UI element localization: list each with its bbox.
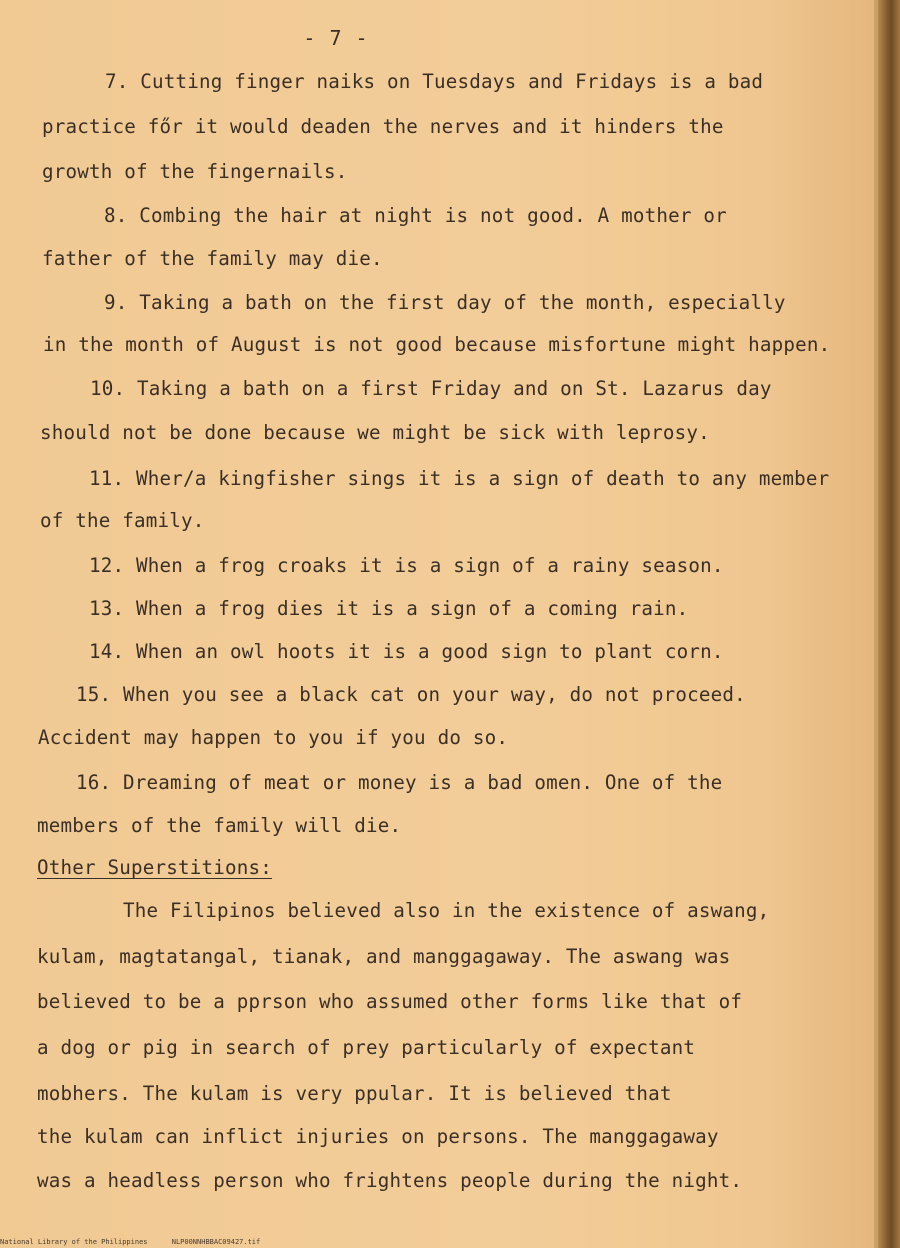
text-line: 13. When a frog dies it is a sign of a coming rain. bbox=[89, 597, 689, 620]
text-line: The Filipinos believed also in the existence of aswang, bbox=[123, 899, 770, 922]
file-id: NLP00NNHBBAC09427.tif bbox=[171, 1238, 261, 1246]
text-line: growth of the fingernails. bbox=[42, 160, 348, 183]
text-line: 10. Taking a bath on a first Friday and on St. Lazarus day bbox=[90, 377, 772, 400]
text-line: kulam, magtatangal, tianak, and manggagaway. The aswang was bbox=[37, 945, 731, 968]
book-spine bbox=[878, 0, 900, 1248]
text-line: mobhers. The kulam is very ppular. It is believed that bbox=[37, 1082, 672, 1105]
text-line: 15. When you see a black cat on your way, do not proceed. bbox=[76, 683, 746, 706]
text-line: the kulam can inflict injuries on persons. The manggagaway bbox=[37, 1125, 719, 1148]
text-line: should not be done because we might be sick with leprosy. bbox=[40, 421, 710, 444]
text-line: 11. Wher/a kingfisher sings it is a sign of death to any member bbox=[89, 467, 830, 490]
text-line: believed to be a pprson who assumed other forms like that of bbox=[37, 990, 743, 1013]
text-line: of the family. bbox=[40, 509, 205, 532]
text-line: 12. When a frog croaks it is a sign of a rainy season. bbox=[89, 554, 724, 577]
text-line: father of the family may die. bbox=[42, 247, 383, 270]
library-credit: National Library of the Philippines bbox=[0, 1238, 148, 1246]
text-line: practice főr it would deaden the nerves and it hinders the bbox=[42, 115, 724, 138]
text-line: 16. Dreaming of meat or money is a bad omen. One of the bbox=[76, 771, 723, 794]
text-line: 9. Taking a bath on the first day of the month, especially bbox=[104, 291, 786, 314]
text-line: Accident may happen to you if you do so. bbox=[38, 726, 509, 749]
text-line: 7. Cutting finger naiks on Tuesdays and Fridays is a bad bbox=[105, 70, 764, 93]
text-line: a dog or pig in search of prey particularly of expectant bbox=[37, 1036, 696, 1059]
section-heading: Other Superstitions: bbox=[37, 856, 273, 879]
text-line: 14. When an owl hoots it is a good sign to plant corn. bbox=[89, 640, 724, 663]
page-number: - 7 - bbox=[303, 26, 369, 50]
text-line: in the month of August is not good because misfortune might happen. bbox=[43, 333, 831, 356]
text-line: was a headless person who frightens people during the night. bbox=[37, 1169, 743, 1192]
text-line: 8. Combing the hair at night is not good. A mother or bbox=[104, 204, 727, 227]
text-line: members of the family will die. bbox=[37, 814, 402, 837]
scan-footer bbox=[0, 1238, 280, 1246]
